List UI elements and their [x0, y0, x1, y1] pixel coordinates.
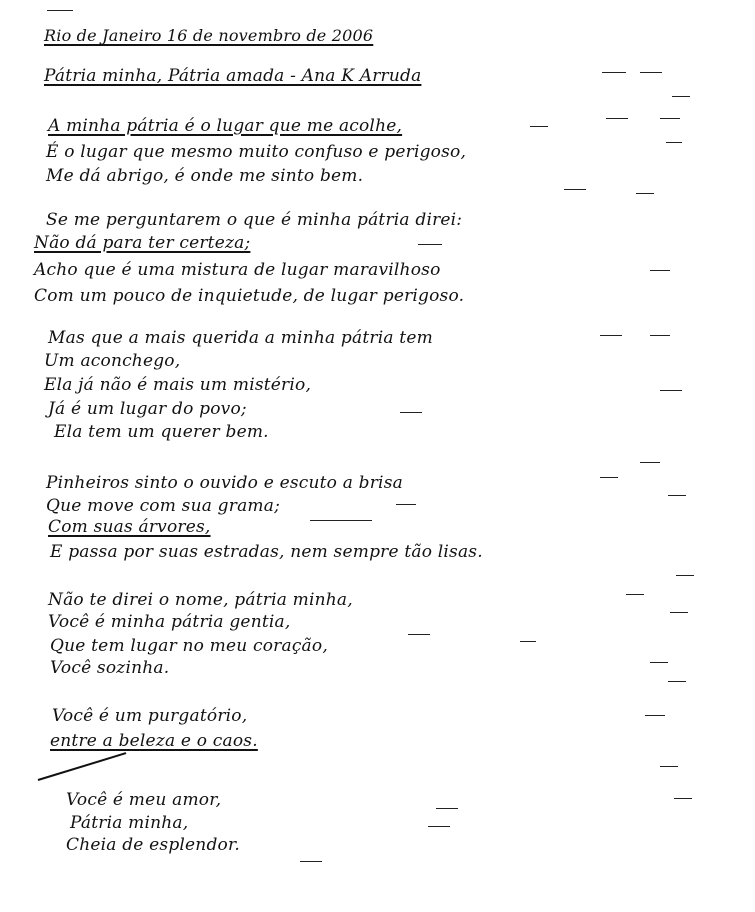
ruled-line-mark: [660, 390, 682, 391]
ruled-line-mark: [564, 189, 586, 190]
ruled-line-mark: [650, 335, 670, 336]
ruled-line-mark: [674, 798, 692, 799]
ruled-line-mark: [650, 270, 670, 271]
poem-line: Acho que é uma mistura de lugar maravilhoso: [34, 260, 441, 280]
ruled-line-mark: [660, 766, 678, 767]
poem-line: Que tem lugar no meu coração,: [50, 636, 328, 656]
poem-line: Com suas árvores,: [48, 517, 211, 537]
ruled-line-mark: [310, 520, 372, 521]
poem-line: entre a beleza e o caos.: [50, 731, 258, 751]
poem-line: Mas que a mais querida a minha pátria tem: [48, 328, 433, 348]
ruled-line-mark: [600, 335, 622, 336]
ruled-line-mark: [530, 126, 548, 127]
poem-line: E passa por suas estradas, nem sempre tão lisas.: [50, 542, 483, 562]
poem-line: Pátria minha,: [70, 813, 189, 833]
slanted-divider-stroke: [38, 752, 127, 781]
ruled-line-mark: [47, 10, 73, 11]
poem-line: Se me perguntarem o que é minha pátria direi:: [46, 210, 463, 230]
poem-line: Me dá abrigo, é onde me sinto bem.: [46, 166, 364, 186]
ruled-line-mark: [668, 681, 686, 682]
ruled-line-mark: [600, 477, 618, 478]
poem-line: Você é minha pátria gentia,: [48, 612, 291, 632]
ruled-line-mark: [396, 504, 416, 505]
ruled-line-mark: [640, 462, 660, 463]
ruled-line-mark: [626, 594, 644, 595]
poem-title-line: Pátria minha, Pátria amada - Ana K Arruda: [44, 66, 422, 86]
ruled-line-mark: [606, 118, 628, 119]
date-line: Rio de Janeiro 16 de novembro de 2006: [44, 26, 374, 45]
ruled-line-mark: [428, 826, 450, 827]
ruled-line-mark: [668, 495, 686, 496]
ruled-line-mark: [400, 412, 422, 413]
poem-line: Já é um lugar do povo;: [48, 399, 247, 419]
poem-line: Ela tem um querer bem.: [54, 422, 269, 442]
ruled-line-mark: [670, 612, 688, 613]
ruled-line-mark: [650, 662, 668, 663]
poem-line: Você é meu amor,: [66, 790, 222, 810]
poem-line: Você sozinha.: [50, 658, 170, 678]
ruled-line-mark: [636, 193, 654, 194]
poem-line: A minha pátria é o lugar que me acolhe,: [48, 116, 403, 136]
ruled-line-mark: [645, 715, 665, 716]
poem-line: Não te direi o nome, pátria minha,: [48, 590, 353, 610]
poem-line: Você é um purgatório,: [52, 706, 248, 726]
ruled-line-mark: [418, 244, 442, 245]
ruled-line-mark: [640, 72, 662, 73]
poem-line: Pinheiros sinto o ouvido e escuto a brisa: [46, 473, 403, 493]
poem-line: Não dá para ter certeza;: [34, 233, 251, 253]
poem-line: Que move com sua grama;: [46, 496, 280, 516]
poem-line: É o lugar que mesmo muito confuso e perigoso,: [46, 142, 467, 162]
ruled-line-mark: [520, 641, 536, 642]
ruled-line-mark: [666, 142, 682, 143]
ruled-line-mark: [300, 861, 322, 862]
poem-line: Com um pouco de inquietude, de lugar perigoso.: [34, 286, 465, 306]
ruled-line-mark: [676, 575, 694, 576]
poem-line: Um aconchego,: [44, 351, 181, 371]
poem-line: Cheia de esplendor.: [66, 835, 241, 855]
poem-line: Ela já não é mais um mistério,: [44, 375, 312, 395]
ruled-line-mark: [408, 634, 430, 635]
ruled-line-mark: [436, 808, 458, 809]
ruled-line-mark: [660, 118, 680, 119]
ruled-line-mark: [602, 72, 626, 73]
ruled-line-mark: [672, 96, 690, 97]
